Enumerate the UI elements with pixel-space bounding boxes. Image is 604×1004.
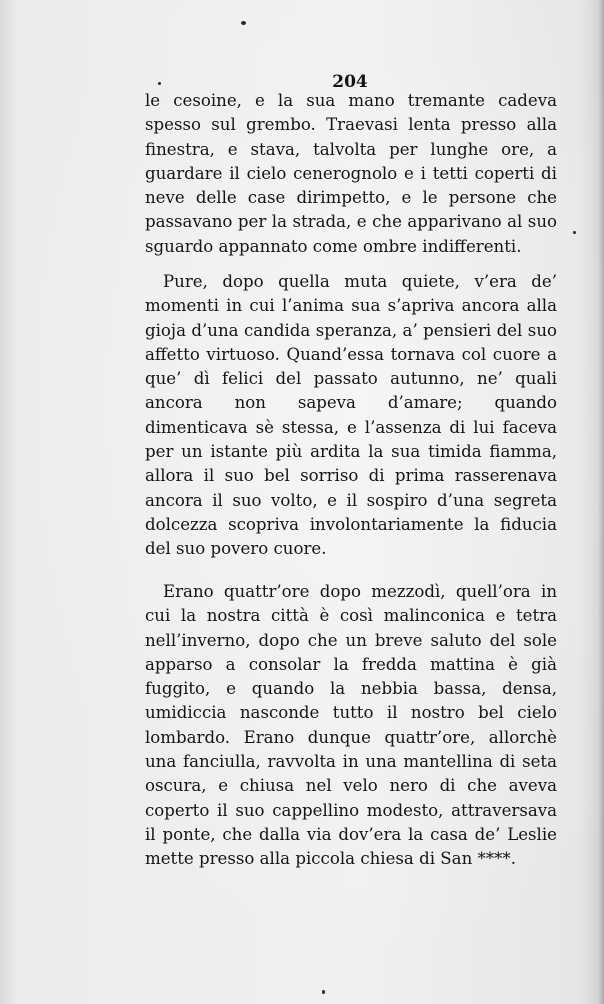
page-edge-shadow — [598, 0, 604, 1004]
paragraph-text: le cesoine, e la sua mano tremante cadeva spesso sul grembo. Traevasi lenta presso alla finestra, e stava, talvolta per lunghe ore, a guardare il cielo cenerognolo e i tetti coperti di neve delle case dirimpetto, e le persone che passavano per la strada, e che apparivano al suo sguardo appannato come ombre indifferenti. — [145, 91, 557, 256]
ink-speck — [241, 21, 246, 25]
ink-speck — [158, 82, 161, 85]
ink-speck — [573, 231, 576, 234]
paragraph-3 — [145, 580, 557, 872]
paragraph-1 — [145, 89, 557, 259]
paragraph-text: Erano quattr’ore dopo mezzodì, quell’ora in cui la nostra città è così malinconica e tetra nell’inverno, dopo che un breve saluto del sole apparso a consolar la fredda mattina è già fuggito, e quando la nebbia bassa, densa, umidiccia nasconde tutto il nostro bel cielo lombardo. Erano dunque quattr’ore, allorchè una fanciulla, ravvolta in una mantellina di seta oscura, e chiusa nel velo nero di che aveva coperto il suo cappellino modesto, attraversava il ponte, che dalla via dov’era la casa de’ Leslie mette presso alla piccola chiesa di San ****. — [145, 582, 557, 869]
ink-speck — [322, 990, 325, 994]
paragraph-2 — [145, 270, 557, 562]
paragraph-text: Pure, dopo quella muta quiete, v’era de’ momenti in cui l’anima sua s’apriva ancora alla gioja d’una candida speranza, a’ pensieri del suo affetto virtuoso. Quand’essa tornava col cuore a que’ dì felici del passato autunno, ne’ quali ancora non sapeva d’amare; quando dimenticava sè stessa, e l’assenza di lui faceva per un istante più ardita la sua timida fiamma, allora il suo bel sorriso di prima rasserenava ancora il suo volto, e il sospiro d’una segreta dolcezza scopriva involontariamente la fiducia del suo povero cuore. — [145, 272, 557, 559]
page-number: 204 — [332, 72, 368, 92]
